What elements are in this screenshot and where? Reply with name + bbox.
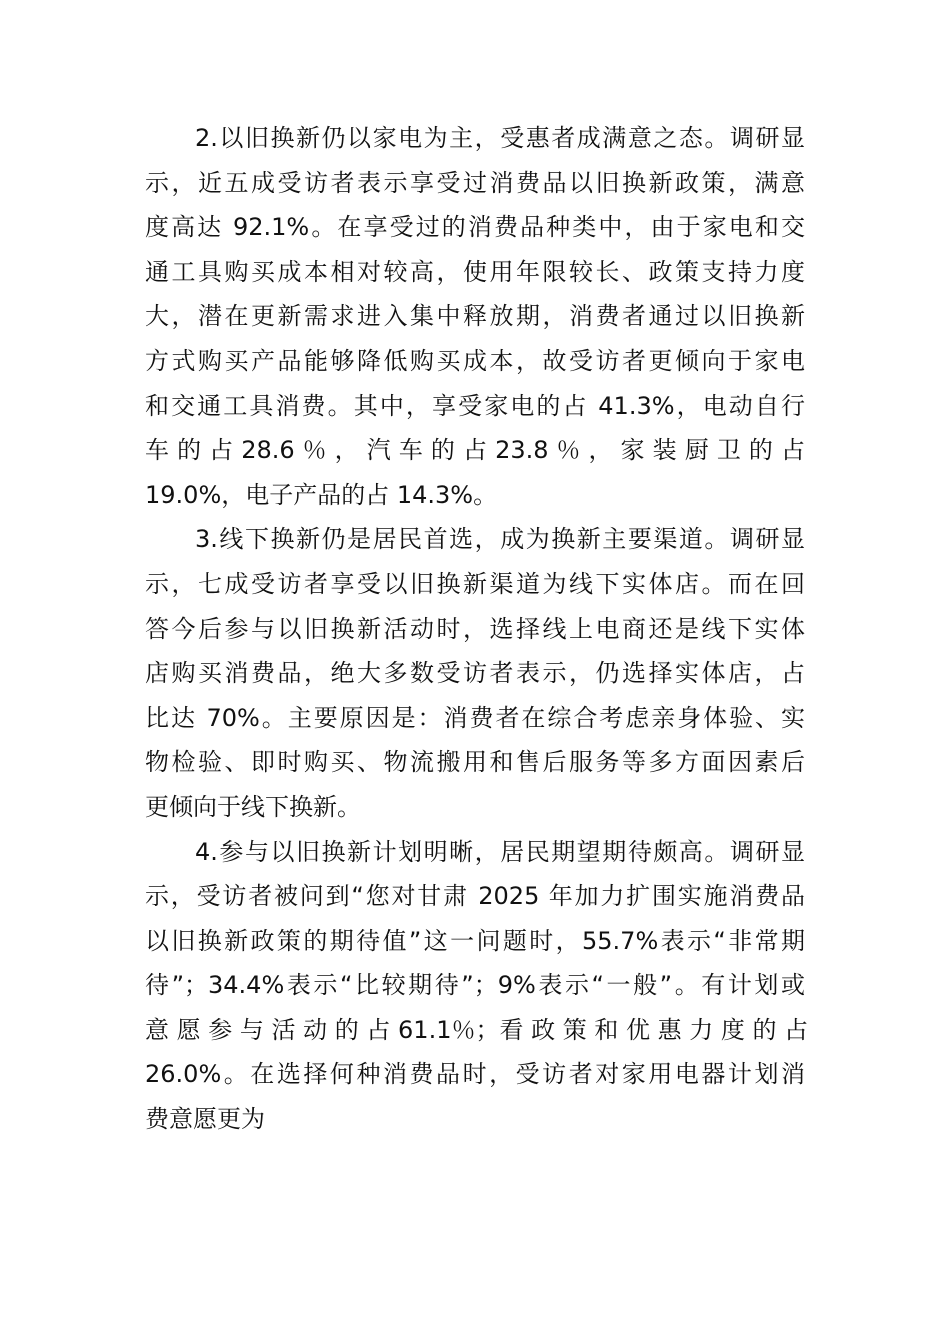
text-line: 4.参与以旧换新计划明晰，居民期望期待颇高。调研显 xyxy=(195,837,805,866)
text-line: 示，七成受访者享受以旧换新渠道为线下实体店。而在回 xyxy=(145,569,805,598)
paragraph-participation-plans xyxy=(145,830,809,1142)
text-line: 大，潜在更新需求进入集中释放期，消费者通过以旧换新 xyxy=(145,302,805,331)
text-line: 2.以旧换新仍以家电为主，受惠者成满意之态。调研显 xyxy=(195,124,805,152)
document-body xyxy=(145,116,809,1142)
text-line: 物检验、即时购买、物流搬用和售后服务等多方面因素后 xyxy=(145,748,805,777)
text-line: 待”；34.4%表示“比较期待”；9%表示“一般”。有计划或 xyxy=(145,971,805,1000)
text-line: 店购买消费品，绝大多数受访者表示，仍选择实体店，占 xyxy=(145,659,805,688)
text-line: 意 愿 参 与 活 动 的 占 61.1％；看 政 策 和 优 惠 力 度 的 占 xyxy=(145,1015,809,1044)
text-line: 比达 70%。主要原因是：消费者在综合考虑亲身体验、实 xyxy=(145,703,805,732)
text-line: 答今后参与以旧换新活动时，选择线上电商还是线下实体 xyxy=(145,614,805,643)
text-line: 度高达 92.1%。在享受过的消费品种类中，由于家电和交 xyxy=(145,213,805,242)
text-line: 通工具购买成本相对较高，使用年限较长、政策支持力度 xyxy=(145,257,805,286)
paragraph-home-appliances xyxy=(145,116,805,517)
text-line: 更倾向于线下换新。 xyxy=(145,792,361,821)
text-line: 车 的 占 28.6 ％ ， 汽 车 的 占 23.8 ％ ， 家 装 厨 卫 的 占 xyxy=(145,436,805,465)
text-line: 示，近五成受访者表示享受过消费品以旧换新政策，满意 xyxy=(145,168,805,197)
text-line: 19.0%，电子产品的占 14.3%。 xyxy=(145,480,498,509)
text-line: 3.线下换新仍是居民首选，成为换新主要渠道。调研显 xyxy=(195,525,805,554)
text-line: 示，受访者被问到“您对甘肃 2025 年加力扩围实施消费品 xyxy=(145,882,805,911)
paragraph-offline-channel xyxy=(145,517,805,829)
text-line: 以旧换新政策的期待值”这一问题时，55.7%表示“非常期 xyxy=(145,926,805,955)
text-line: 26.0%。在选择何种消费品时，受访者对家用电器计划消 xyxy=(145,1060,805,1089)
text-line: 方式购买产品能够降低购买成本，故受访者更倾向于家电 xyxy=(145,346,805,375)
text-line: 和交通工具消费。其中，享受家电的占 41.3%，电动自行 xyxy=(145,391,805,420)
text-line: 费意愿更为 xyxy=(145,1105,265,1134)
